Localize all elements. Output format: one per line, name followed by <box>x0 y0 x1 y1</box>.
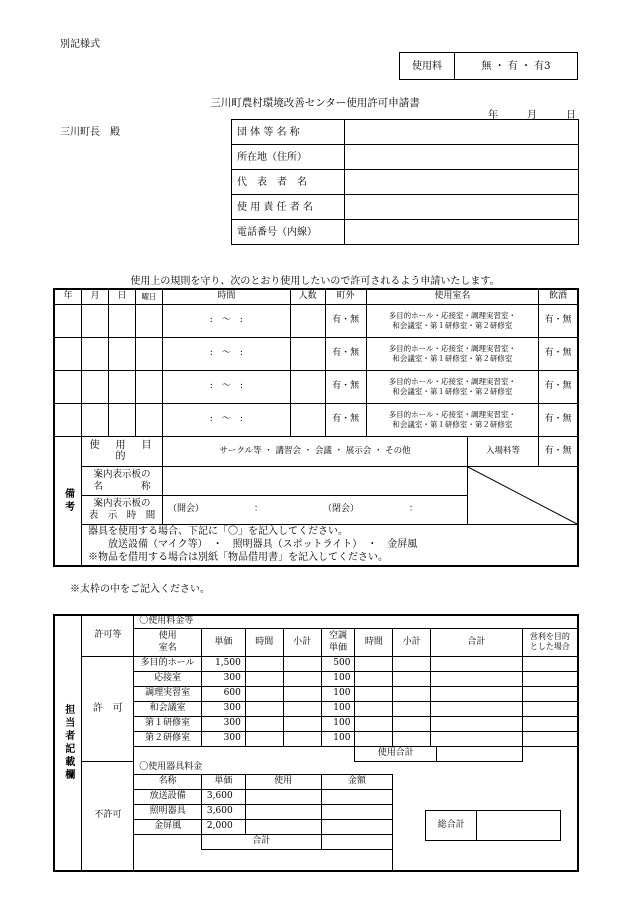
equip-total-value[interactable] <box>321 834 393 849</box>
usage-row <box>54 370 578 403</box>
equipment-notice: 器具を使用する場合、下記に「〇」を記入してください。 放送設備（マイク等） ・ 照明器具（スポットライト） ・ 金屏風 ※物品を借用する場合は別紙「物品借用書」を記入してください。 <box>82 524 579 566</box>
equip-name: 金屏風 <box>134 819 202 834</box>
room-name: 応接室 <box>134 671 202 686</box>
drinking-choice[interactable]: 有・無 <box>539 370 579 403</box>
sign-time-label: 案内表示板の 表 示 時 間 <box>82 495 163 524</box>
room-name: 第２研修室 <box>134 731 202 746</box>
room-choice[interactable]: 多目的ホール・応接室・調理実習室・ 和会議室・第１研修室・第２研修室 <box>366 337 538 370</box>
equip-use-head: 使用 <box>245 774 321 789</box>
remarks-label: 備考 <box>54 436 82 566</box>
col-rooms: 使用室名 <box>366 289 538 304</box>
col-month: 月 <box>82 289 109 304</box>
close-label: （閉会） <box>323 504 360 514</box>
room-name: 調理実習室 <box>134 686 202 701</box>
profit-head: 営利を目的 とした場合 <box>522 628 578 656</box>
note-text: ※太枠の中をご記入ください。 <box>70 584 210 595</box>
permit-cell[interactable]: 許 可 <box>82 656 134 761</box>
ac-price: 100 <box>321 671 355 686</box>
field-manager-input[interactable] <box>345 195 579 220</box>
subtotal-head: 小計 <box>283 628 321 656</box>
equip-name: 照明器具 <box>134 804 202 819</box>
usage-row <box>54 337 578 370</box>
ac-price: 100 <box>321 686 355 701</box>
room-name: 多目的ホール <box>134 656 202 671</box>
equip-price: 3,600 <box>201 804 245 819</box>
room-head: 使用 室名 <box>134 628 202 656</box>
equip-name-head: 名称 <box>134 774 202 789</box>
field-org-input[interactable] <box>345 120 579 145</box>
field-label-address: 所在地（住所） <box>232 145 345 170</box>
fee-box <box>399 52 578 80</box>
room-price: 600 <box>201 686 245 701</box>
time2-head: 時間 <box>355 628 393 656</box>
form-number: 別記様式 <box>60 39 100 50</box>
unit-price-head: 単価 <box>201 628 245 656</box>
ac-price: 100 <box>321 716 355 731</box>
time-range[interactable]: : ～ : <box>163 403 291 436</box>
field-label-manager: 使 用 責 任 者 名 <box>232 195 345 220</box>
col-outside: 町外 <box>325 289 366 304</box>
sign-name-label: 案内表示板の 名 称 <box>82 466 163 495</box>
equip-amount-head: 金額 <box>321 774 393 789</box>
outside-choice[interactable]: 有・無 <box>325 403 366 436</box>
equip-name: 放送設備 <box>134 789 202 804</box>
date-month: 月 <box>527 110 537 121</box>
ac-price: 500 <box>321 656 355 671</box>
room-price: 300 <box>201 716 245 731</box>
field-address-input[interactable] <box>345 145 579 170</box>
room-choice[interactable]: 多目的ホール・応接室・調理実習室・ 和会議室・第１研修室・第２研修室 <box>366 370 538 403</box>
col-time: 時間 <box>163 289 291 304</box>
usage-table <box>53 288 579 567</box>
room-price: 300 <box>201 731 245 746</box>
usage-row <box>54 304 578 337</box>
diagonal-line <box>468 467 577 524</box>
total-head: 合計 <box>431 628 523 656</box>
equip-section-title: 〇使用器具料金 <box>134 761 578 774</box>
col-day: 日 <box>109 289 136 304</box>
col-year: 年 <box>54 289 82 304</box>
admission-options[interactable]: 有・無 <box>539 436 579 466</box>
outside-choice[interactable]: 有・無 <box>325 337 366 370</box>
usage-total-value[interactable] <box>437 746 523 761</box>
time-range[interactable]: : ～ : <box>163 337 291 370</box>
col-drinking: 飲酒 <box>539 289 579 304</box>
addressee: 三川町長 殿 <box>60 127 120 138</box>
equip-total-label: 合計 <box>201 834 321 849</box>
permit-label: 許可等 <box>82 615 134 656</box>
drinking-choice[interactable]: 有・無 <box>539 304 579 337</box>
grand-total-label: 総合計 <box>426 811 477 841</box>
page-title: 三川町農村環境改善センター使用許可申請書 <box>210 97 420 109</box>
ac-price: 100 <box>321 731 355 746</box>
equipment-options[interactable]: 放送設備（マイク等） ・ 照明器具（スポットライト） ・ 金屏風 <box>108 539 418 551</box>
staff-table <box>53 614 579 872</box>
field-label-phone: 電話番号（内線） <box>232 220 345 245</box>
room-name: 和会議室 <box>134 701 202 716</box>
col-people: 人数 <box>290 289 325 304</box>
room-price: 300 <box>201 671 245 686</box>
intro-text: 使用上の規則を守り、次のとおり使用したいので許可されるよう申請いたします。 <box>130 276 500 287</box>
field-label-rep: 代 表 者 名 <box>232 170 345 195</box>
room-price: 300 <box>201 701 245 716</box>
room-choice[interactable]: 多目的ホール・応接室・調理実習室・ 和会議室・第１研修室・第２研修室 <box>366 403 538 436</box>
fee-options[interactable]: 無 ・ 有 ・ 有3 <box>455 53 578 80</box>
fee-section-title: 〇使用料金等 <box>134 615 578 628</box>
subtotal2-head: 小計 <box>393 628 431 656</box>
purpose-label: 使 用 目 的 <box>82 436 163 466</box>
usage-row <box>54 403 578 436</box>
ac-price: 100 <box>321 701 355 716</box>
fee-label: 使用料 <box>400 53 455 80</box>
room-price: 1,500 <box>201 656 245 671</box>
room-choice[interactable]: 多目的ホール・応接室・調理実習室・ 和会議室・第１研修室・第２研修室 <box>366 304 538 337</box>
usage-total-label: 使用合計 <box>355 746 437 761</box>
not-permit-cell[interactable]: 不許可 <box>82 761 134 871</box>
drinking-choice[interactable]: 有・無 <box>539 337 579 370</box>
outside-choice[interactable]: 有・無 <box>325 304 366 337</box>
time-range[interactable]: : ～ : <box>163 370 291 403</box>
equip-price: 2,000 <box>201 819 245 834</box>
time-head: 時間 <box>245 628 283 656</box>
diagonal-cell <box>468 466 579 524</box>
grand-total-value[interactable] <box>477 811 561 841</box>
date-year: 年 <box>488 110 498 121</box>
equip-price-head: 単価 <box>201 774 245 789</box>
admission-label: 入場料等 <box>468 436 539 466</box>
time-range[interactable]: : ～ : <box>163 304 291 337</box>
field-rep-input[interactable] <box>345 170 579 195</box>
sign-time-input[interactable]: （開会） ： （閉会） ： <box>163 495 468 524</box>
date-day: 日 <box>566 110 576 121</box>
equip-price: 3,600 <box>201 789 245 804</box>
field-phone-input[interactable] <box>345 220 579 245</box>
drinking-choice[interactable]: 有・無 <box>539 403 579 436</box>
sign-name-input[interactable] <box>163 466 468 495</box>
staff-label: 担当者記載欄 <box>54 615 82 871</box>
open-label: （開会） <box>168 504 205 514</box>
room-name: 第１研修室 <box>134 716 202 731</box>
outside-choice[interactable]: 有・無 <box>325 370 366 403</box>
col-weekday: 曜日 <box>136 289 163 304</box>
purpose-options[interactable]: サークル等 ・ 講習会 ・ 会議 ・ 展示会 ・ その他 <box>163 436 468 466</box>
field-label-org: 団 体 等 名 称 <box>232 120 345 145</box>
grand-total-box <box>425 810 561 841</box>
ac-head: 空調 単価 <box>321 628 355 656</box>
applicant-table <box>231 119 579 245</box>
